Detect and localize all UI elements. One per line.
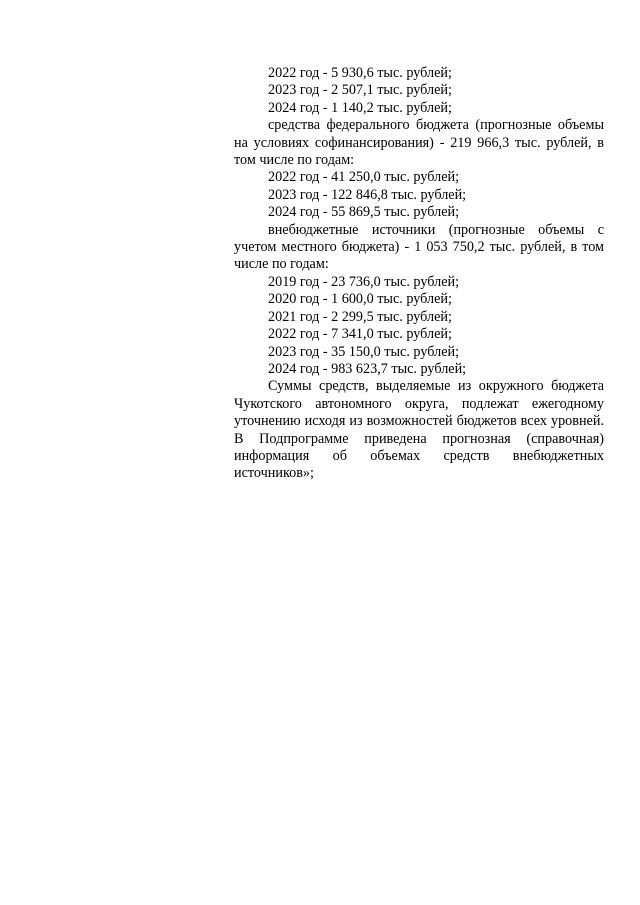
funding-line-2024: 2024 год - 1 140,2 тыс. рублей; <box>268 99 452 116</box>
federal-budget-paragraph: средства федерального бюджета (прогнозные объемы на условиях софинансирования) - 219 966,3 тыс. рублей, в том числе по годам: <box>234 117 604 169</box>
final-note-paragraph: Суммы средств, выделяемые из окружного бюджета Чукотского автономного округа, подлежат ежегодному уточнению исходя из возможностей бюджетов всех уровней. В Подпрограмме приведена прогнозная (справочная) информация об объемах средств внебюджетных источников»; <box>234 378 604 482</box>
funding-line-2023: 2023 год - 2 507,1 тыс. рублей; <box>268 82 452 99</box>
extrabudget-line-2023: 2023 год - 35 150,0 тыс. рублей; <box>268 343 460 360</box>
funding-text-block <box>234 65 604 483</box>
extrabudget-line-2019: 2019 год - 23 736,0 тыс. рублей; <box>268 273 460 290</box>
federal-line-2024: 2024 год - 55 869,5 тыс. рублей; <box>268 204 460 221</box>
extrabudget-line-2021: 2021 год - 2 299,5 тыс. рублей; <box>268 308 452 325</box>
funding-line-2022: 2022 год - 5 930,6 тыс. рублей; <box>268 65 452 81</box>
federal-line-2023: 2023 год - 122 846,8 тыс. рублей; <box>268 186 467 203</box>
extrabudget-line-2022: 2022 год - 7 341,0 тыс. рублей; <box>268 326 452 343</box>
extrabudget-line-2020: 2020 год - 1 600,0 тыс. рублей; <box>268 291 452 308</box>
extrabudget-line-2024: 2024 год - 983 623,7 тыс. рублей; <box>268 360 467 377</box>
federal-line-2022: 2022 год - 41 250,0 тыс. рублей; <box>268 169 460 186</box>
extrabudget-paragraph: внебюджетные источники (прогнозные объемы с учетом местного бюджета) - 1 053 750,2 тыс. рублей, в том числе по годам: <box>234 221 604 273</box>
